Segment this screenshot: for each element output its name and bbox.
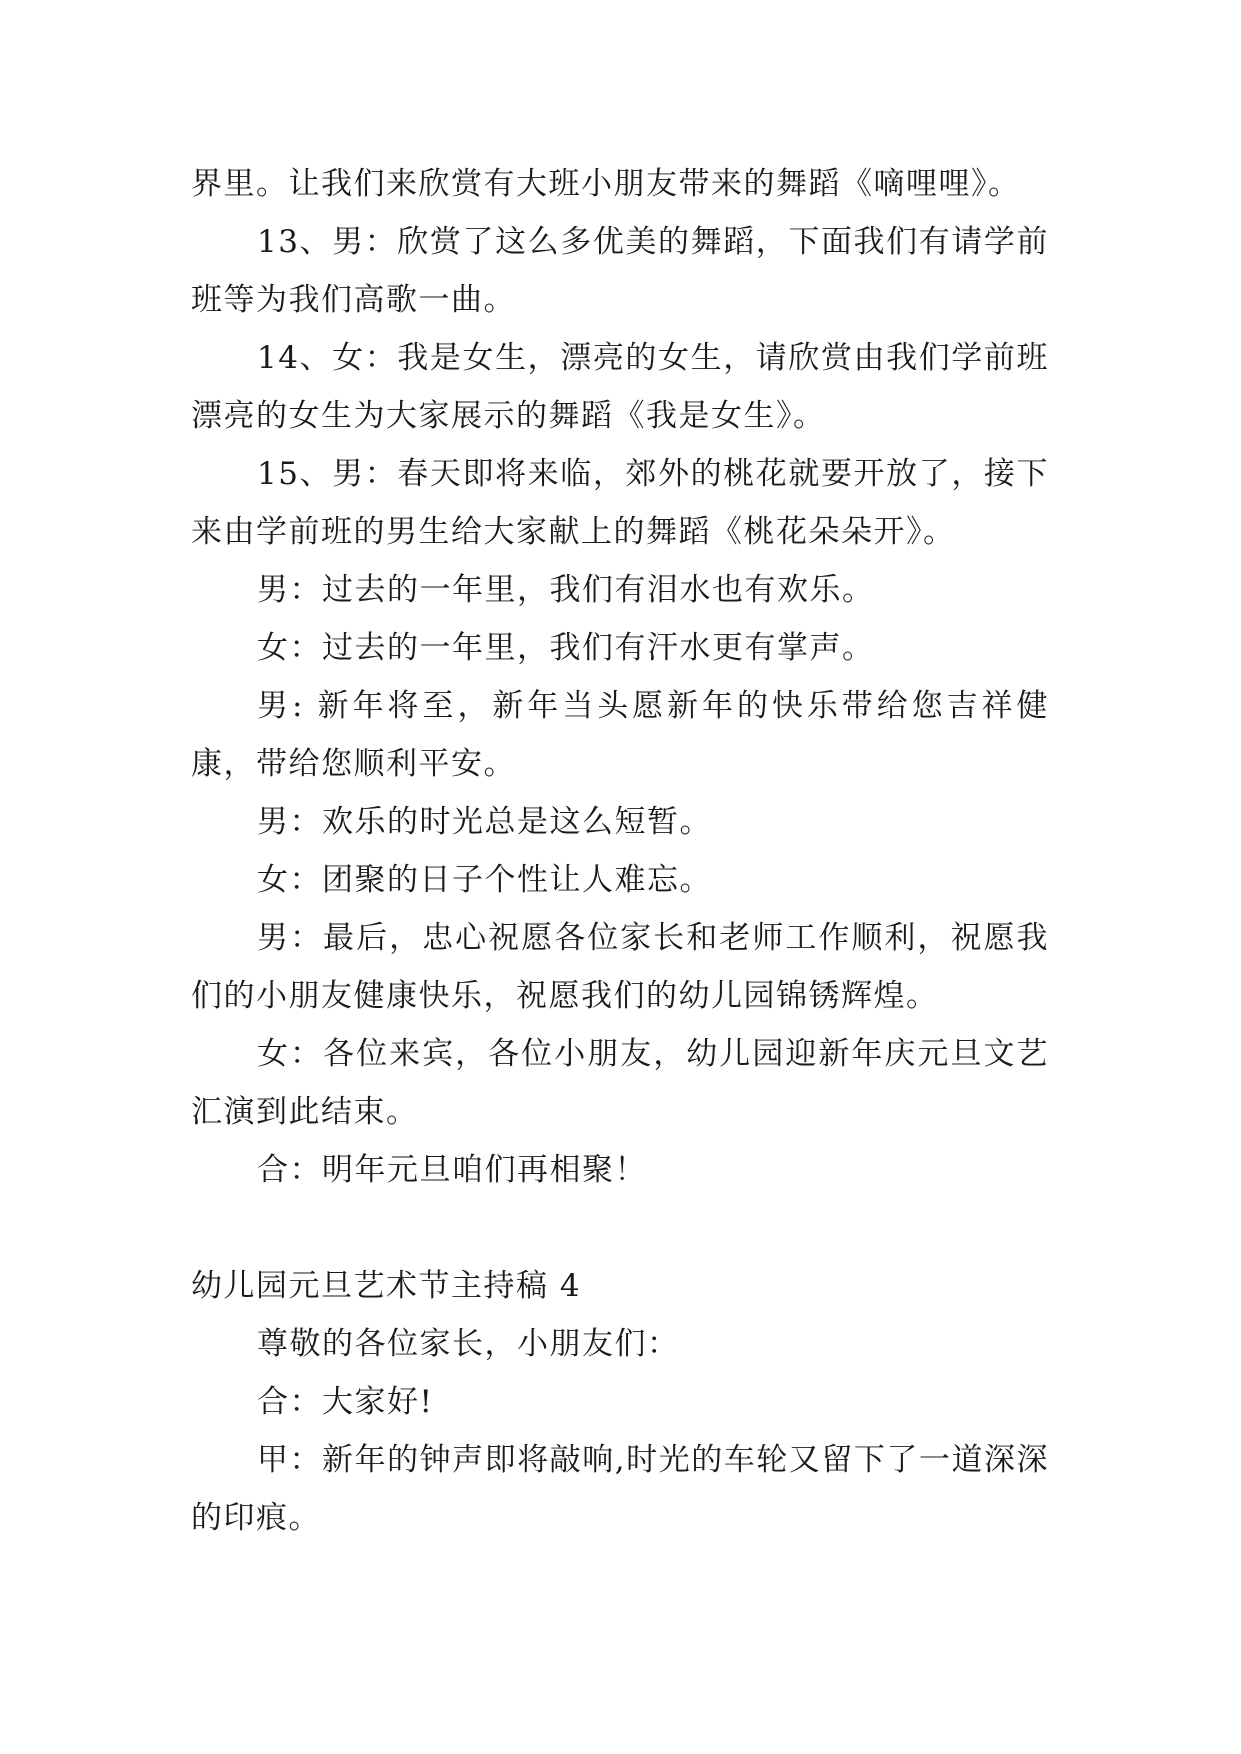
paragraph: 女：团聚的日子个性让人难忘。 [257,862,712,898]
paragraph: 界里。让我们来欣赏有大班小朋友带来的舞蹈《嘀哩哩》。 [191,166,1021,202]
paragraph: 尊敬的各位家长，小朋友们： [257,1326,680,1362]
paragraph: 合：大家好! [257,1384,434,1420]
paragraph: 甲：新年的钟声即将敲响,时光的车轮又留下了一道深深的印痕。 [191,1442,1049,1536]
paragraph: 合：明年元旦咱们再相聚！ [257,1152,647,1188]
paragraph: 男: 新年将至，新年当头愿新年的快乐带给您吉祥健康，带给您顺利平安。 [191,688,1049,782]
section-title: 幼儿园元旦艺术节主持稿 4 [191,1268,582,1304]
document-body [191,155,1049,1547]
paragraph: 男：欢乐的时光总是这么短暂。 [257,804,712,840]
paragraph: 男：最后，忠心祝愿各位家长和老师工作顺利，祝愿我们的小朋友健康快乐，祝愿我们的幼儿园锦锈辉煌。 [191,920,1049,1014]
paragraph: 13、男：欣赏了这么多优美的舞蹈，下面我们有请学前班等为我们高歌一曲。 [191,224,1049,318]
paragraph: 男：过去的一年里，我们有泪水也有欢乐。 [257,572,875,608]
paragraph: 女：过去的一年里，我们有汗水更有掌声。 [257,630,875,666]
paragraph: 女：各位来宾，各位小朋友，幼儿园迎新年庆元旦文艺汇演到此结束。 [191,1036,1049,1130]
section-spacer [191,1199,1049,1257]
paragraph: 15、男：春天即将来临，郊外的桃花就要开放了，接下来由学前班的男生给大家献上的舞蹈《桃花朵朵开》。 [191,456,1049,550]
paragraph: 14、女：我是女生，漂亮的女生，请欣赏由我们学前班漂亮的女生为大家展示的舞蹈《我是女生》。 [191,340,1049,434]
